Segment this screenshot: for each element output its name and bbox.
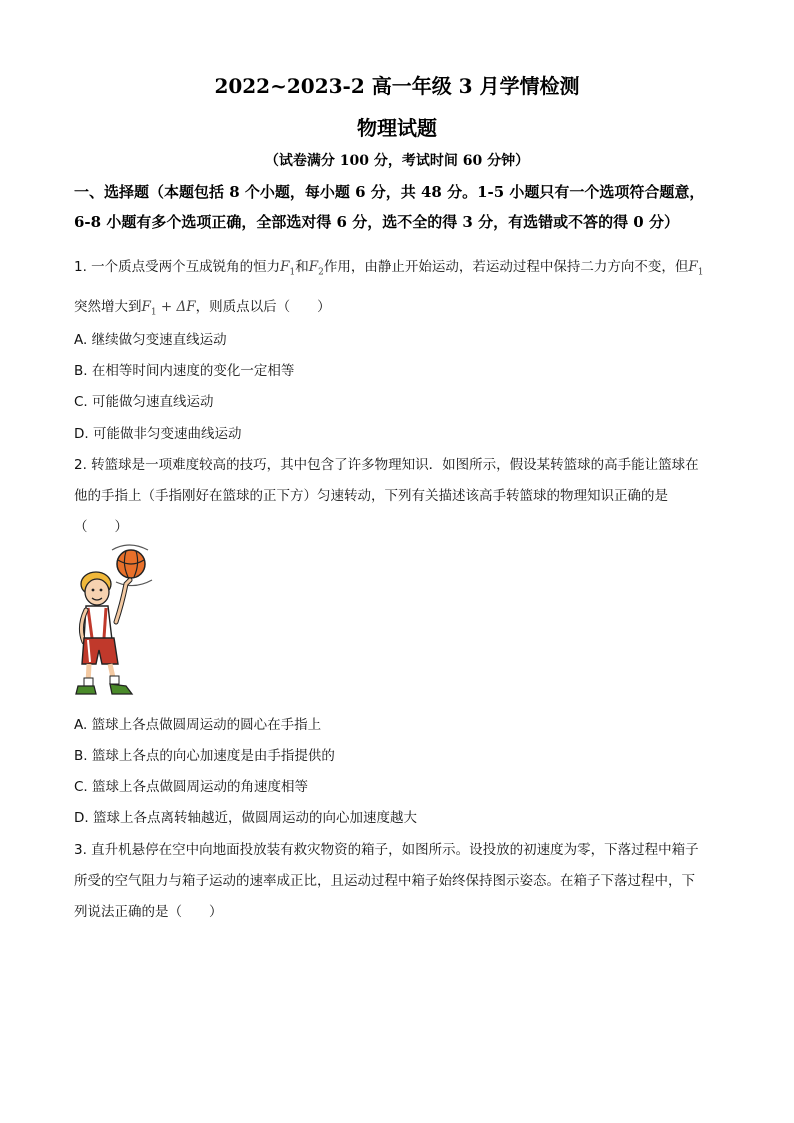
section-instructions-line2: 6-8 小题有多个选项正确，全部选对得 6 分，选不全的得 3 分，有选错或不答的得 0 分） bbox=[74, 213, 679, 231]
q1-F1-letter: F bbox=[280, 259, 290, 275]
q1-F2-letter: F bbox=[308, 259, 319, 275]
q1-F1-plus-dF bbox=[141, 299, 196, 318]
basketball-spinner-illustration bbox=[74, 542, 164, 700]
q2-option-b: B. 篮球上各点的向心加速度是由手指提供的 bbox=[74, 748, 335, 764]
q1-option-a: A. 继续做匀变速直线运动 bbox=[74, 332, 227, 348]
q1-F1c-sub: 1 bbox=[150, 307, 157, 318]
q2-stem-line3: （ ） bbox=[74, 519, 128, 535]
q1-F1c-letter: F bbox=[141, 299, 151, 315]
q1-F1 bbox=[280, 259, 296, 278]
q2-stem-line2: 他的手指上（手指刚好在篮球的正下方）匀速转动，下列有关描述该高手转篮球的物理知识正确的是 bbox=[74, 488, 668, 504]
q2-stem-line1: 2. 转篮球是一项难度较高的技巧，其中包含了许多物理知识．如图所示，假设某转篮球的高手能让篮球在 bbox=[74, 457, 699, 473]
q1-stem-line1 bbox=[74, 255, 704, 278]
q2-option-a: A. 篮球上各点做圆周运动的圆心在手指上 bbox=[74, 717, 322, 733]
q1-stem-c: 突然增大到 bbox=[74, 299, 142, 315]
exam-info: （试卷满分 100 分，考试时间 60 分钟） bbox=[264, 153, 530, 169]
q1-F1-again bbox=[688, 259, 704, 278]
q1-option-c: C. 可能做匀速直线运动 bbox=[74, 394, 214, 410]
q2-option-d: D. 篮球上各点离转轴越近，做圆周运动的向心加速度越大 bbox=[74, 810, 417, 826]
q1-F1b-letter: F bbox=[688, 259, 698, 275]
exam-title: 2022~2023-2 高一年级 3 月学情检测 bbox=[214, 74, 580, 98]
exam-subject: 物理试题 bbox=[357, 116, 437, 140]
section-instructions bbox=[74, 177, 734, 237]
q3-stem-line2: 所受的空气阻力与箱子运动的速率成正比，且运动过程中箱子始终保持图示姿态。在箱子下落过程中，下 bbox=[74, 873, 695, 889]
q1-plus-delta: + ΔF bbox=[156, 299, 196, 315]
q1-and: 和 bbox=[295, 259, 309, 275]
q1-F1-sub: 1 bbox=[289, 267, 296, 278]
q2-option-c: C. 篮球上各点做圆周运动的角速度相等 bbox=[74, 779, 309, 795]
q1-stem-a: 1. 一个质点受两个互成锐角的恒力 bbox=[74, 259, 281, 275]
q1-stem-b: 作用，由静止开始运动，若运动过程中保持二力方向不变，但 bbox=[323, 259, 689, 275]
q1-stem-line2 bbox=[74, 295, 331, 318]
q1-F1b-sub: 1 bbox=[697, 267, 704, 278]
section-instructions-line1: 一、选择题（本题包括 8 个小题，每小题 6 分，共 48 分。1-5 小题只有一个选项符合题意， bbox=[74, 183, 705, 201]
q3-stem-line1: 3. 直升机悬停在空中向地面投放装有救灾物资的箱子，如图所示。设投放的初速度为零，下落过程中箱子 bbox=[74, 842, 699, 858]
q1-option-b: B. 在相等时间内速度的变化一定相等 bbox=[74, 363, 295, 379]
q3-stem-line3: 列说法正确的是（ ） bbox=[74, 904, 223, 920]
q1-stem-d: ，则质点以后（ ） bbox=[195, 299, 331, 315]
q1-F2 bbox=[308, 259, 324, 278]
q1-option-d: D. 可能做非匀变速曲线运动 bbox=[74, 426, 242, 442]
q1-F2-sub: 2 bbox=[318, 267, 324, 278]
